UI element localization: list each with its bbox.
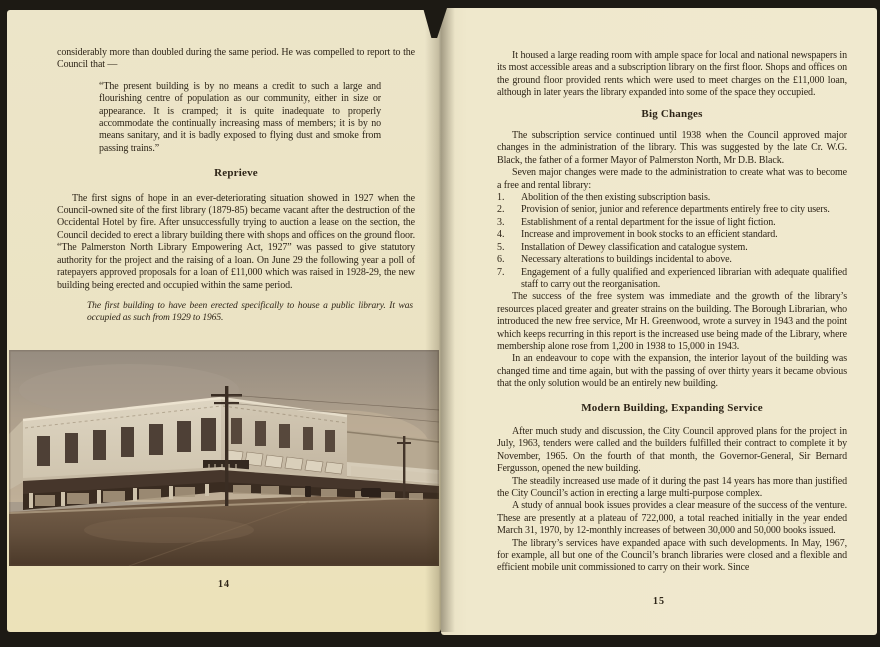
right-page	[441, 8, 877, 635]
list-item-text: Engagement of a fully qualified and experienced librarian with adequate qualified staff to carry out the reorganisation.	[521, 266, 847, 290]
list-item-text: Necessary alterations to buildings incidental to above.	[521, 254, 732, 266]
list-item-number: 3.	[497, 216, 505, 228]
list-item-number: 1.	[497, 192, 505, 204]
list-item	[497, 254, 847, 266]
list-item-text: Installation of Dewey classification and catalogue system.	[521, 241, 748, 253]
list-item-number: 4.	[497, 229, 505, 241]
paragraph-new-building: After much study and discussion, the City Council approved plans for the project in July, 1963, tenders were called and the builders fulfilled their contract to complete it by November, 1965. On the fourth of that month, the Governor-General, Sir Bernard Fergusson, opened the new building.	[497, 425, 847, 475]
list-item	[497, 217, 847, 229]
paragraph-seven-changes: Seven major changes were made to the administration to create what was to become a free and rental library:	[497, 167, 847, 191]
list-item	[497, 192, 847, 204]
page-number-left: 14	[218, 579, 230, 590]
list-item	[497, 204, 847, 216]
list-item	[497, 229, 847, 241]
list-item-text: Increase and improvement in book stocks to an efficient standard.	[521, 229, 778, 241]
photo-caption: The first building to have been erected specifically to house a public library. It was occupied as such from 1929 to 1965.	[87, 300, 413, 323]
heading-modern-building: Modern Building, Expanding Service	[581, 401, 763, 414]
paragraph-book-issues: A study of annual book issues provides a clear measure of the success of the venture. These are presently at a plateau of 722,000, a total reached initially in the year ended March 31, 1970, by 12-monthly increases of between 30,000 and 50,000 books issued.	[497, 500, 847, 537]
list-item	[497, 242, 847, 254]
list-item-text: Provision of senior, junior and reference departments entirely free to city users.	[521, 204, 830, 216]
historic-photo-illustration	[9, 350, 439, 566]
list-item-number: 6.	[497, 254, 505, 266]
list-item-number: 2.	[497, 204, 505, 216]
council-report-quote: “The present building is by no means a credit to such a large and flourishing centre of population as our community, either in size or appearance. It is cramped; it is quite inadequate to properly accommodate the continually increasing mass of members; it is by no means sanitary, and it is badly exposed to flying dust and smoke from passing trains.”	[99, 80, 381, 154]
heading-reprieve: Reprieve	[214, 167, 258, 180]
paragraph-reading-room: It housed a large reading room with ample space for local and national newspapers in its most accessible areas and a subscription library on the first floor. Shops and offices on the ground floor provided rents which were used to meet charges on the £11,000 loan, although in later years the library expanded into some of the space they occupied.	[497, 50, 847, 99]
left-page	[7, 10, 441, 632]
list-item-number: 7.	[497, 266, 505, 278]
list-item-number: 5.	[497, 241, 505, 253]
paragraph-services-expanded: The library’s services have expanded apace with such developments. In May, 1967, for example, all but one of the Council’s branch libraries were closed and a flexible and efficient mobile unit commissioned to carry on their work. Since	[497, 537, 847, 574]
continuation-paragraph: considerably more than doubled during the same period. He was compelled to report to the Council that —	[57, 47, 415, 71]
paragraph-endeavour: In an endeavour to cope with the expansion, the interior layout of the building was changed time and time again, but with the passing of over thirty years it became obvious that the only solution would be an entirely new building.	[497, 353, 847, 390]
paragraph-free-system: The success of the free system was immediate and the growth of the library’s resources placed greater and greater strains on the building. The Borough Librarian, who introduced the new free service, Mr H. Greenwood, wrote a survey in 1943 and the point which keeps recurring in this report is the increased use being made of the Library, where membership alone rose from 1,200 in 1938 to 15,000 in 1943.	[497, 291, 847, 352]
paragraph-subscription: The subscription service continued until 1938 when the Council approved major changes in the administration of the library. This was suggested by the late Cr. W.G. Black, the father of a former Mayor of Palmerston North, Mr D.B. Black.	[497, 130, 847, 166]
reprieve-paragraph: The first signs of hope in an ever-deteriorating situation showed in 1927 when the Council-owned site of the first library (1879-85) became vacant after the destruction of the Occidental Hotel by fire. After unsuccessfully trying to auction a lease on the section, the Council decided to erect a library building there with shops and offices on the ground floor. “The Palmerston North Library Empowering Act, 1927” was passed to give statutory authority for the project and the raising of a loan. On June 29 the following year a poll of ratepayers approved proposals for a loan of £11,000 which was raised in 1928-29, the new building being erected and occupied within the same period.	[57, 192, 415, 291]
list-item-text: Abolition of the then existing subscription basis.	[521, 192, 711, 204]
historic-photo	[9, 350, 439, 566]
changes-list	[497, 192, 847, 291]
page-number-right: 15	[653, 596, 665, 607]
list-item-text: Establishment of a rental department for the issue of light fiction.	[521, 216, 776, 228]
paragraph-increased-use: The steadily increased use made of it during the past 14 years has more than justified the City Council’s action in erecting a large multi-purpose complex.	[497, 475, 847, 499]
heading-big-changes: Big Changes	[641, 107, 703, 120]
list-item	[497, 267, 847, 292]
